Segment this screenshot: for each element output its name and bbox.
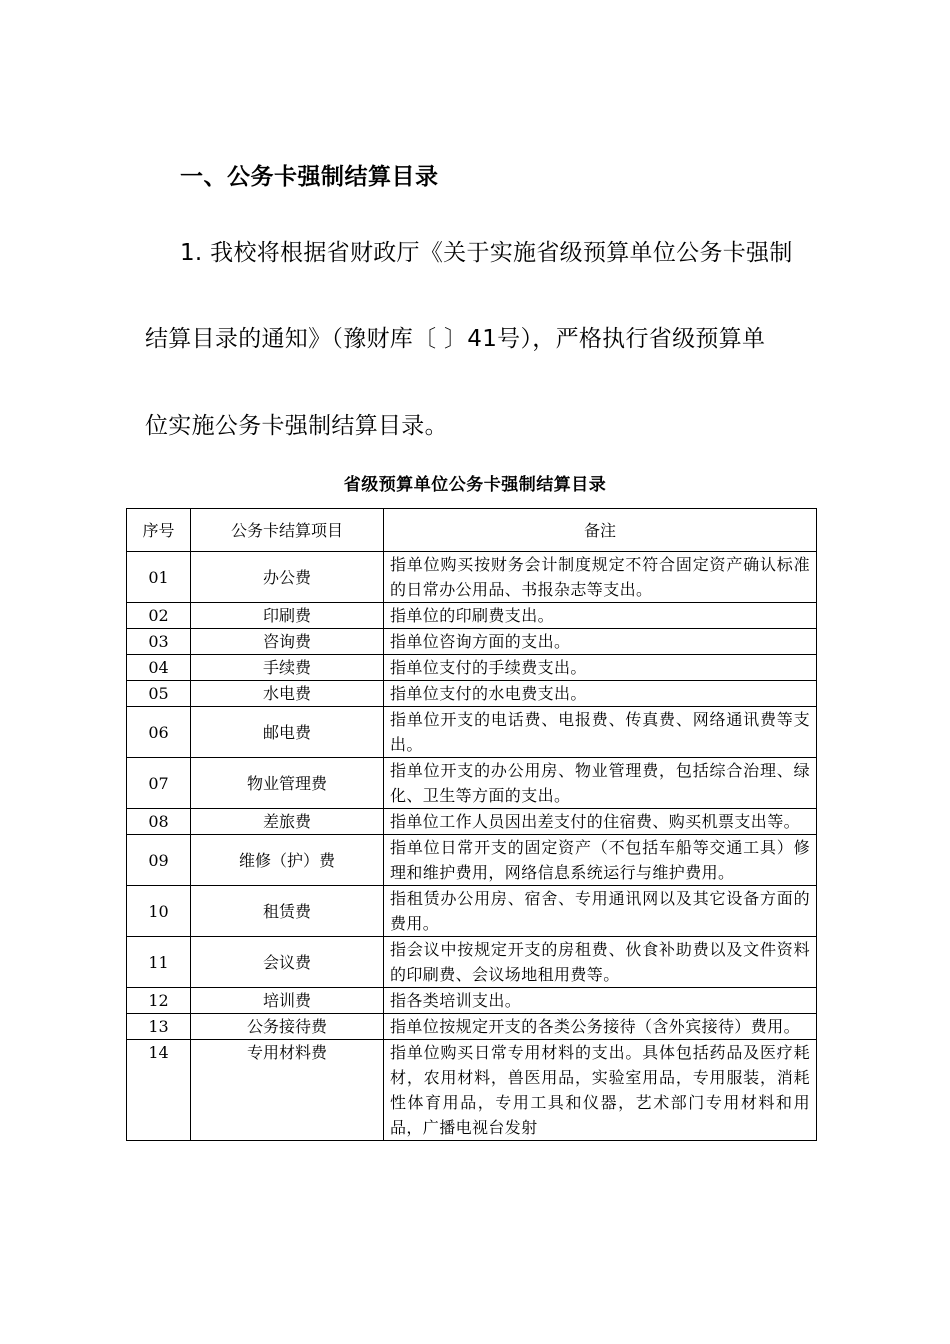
row-note: 指单位的印刷费支出。 xyxy=(384,603,817,629)
row-note: 指单位支付的手续费支出。 xyxy=(384,655,817,681)
row-note: 指单位购买按财务会计制度规定不符合固定资产确认标准的日常办公用品、书报杂志等支出。 xyxy=(384,552,817,603)
paragraph-line-1: 1. 我校将根据省财政厅《关于实施省级预算单位公务卡强制 xyxy=(180,240,793,266)
section-heading: 一、公务卡强制结算目录 xyxy=(180,164,439,190)
row-item: 水电费 xyxy=(191,681,384,707)
row-item: 物业管理费 xyxy=(191,758,384,809)
row-note: 指单位开支的电话费、电报费、传真费、网络通讯费等支出。 xyxy=(384,707,817,758)
table-row xyxy=(127,809,817,835)
table-row xyxy=(127,1014,817,1040)
table-row xyxy=(127,988,817,1014)
table-row xyxy=(127,937,817,988)
table-row xyxy=(127,707,817,758)
row-item: 印刷费 xyxy=(191,603,384,629)
table-row xyxy=(127,1040,817,1141)
row-number: 08 xyxy=(127,809,191,835)
row-item: 租赁费 xyxy=(191,886,384,937)
row-note: 指单位工作人员因出差支付的住宿费、购买机票支出等。 xyxy=(384,809,817,835)
row-item: 办公费 xyxy=(191,552,384,603)
row-item: 差旅费 xyxy=(191,809,384,835)
row-number: 12 xyxy=(127,988,191,1014)
row-item: 培训费 xyxy=(191,988,384,1014)
paragraph-line-2: 结算目录的通知》（豫财库〔 〕41号），严格执行省级预算单 xyxy=(145,326,766,352)
row-item: 会议费 xyxy=(191,937,384,988)
header-item: 公务卡结算项目 xyxy=(191,509,384,552)
row-number: 06 xyxy=(127,707,191,758)
table-row xyxy=(127,552,817,603)
table-title: 省级预算单位公务卡强制结算目录 xyxy=(343,475,607,495)
row-number: 02 xyxy=(127,603,191,629)
row-number: 11 xyxy=(127,937,191,988)
row-note: 指单位开支的办公用房、物业管理费，包括综合治理、绿化、卫生等方面的支出。 xyxy=(384,758,817,809)
row-note: 指各类培训支出。 xyxy=(384,988,817,1014)
table-header-row xyxy=(127,509,817,552)
row-item: 咨询费 xyxy=(191,629,384,655)
table-row xyxy=(127,835,817,886)
row-number: 09 xyxy=(127,835,191,886)
row-number: 13 xyxy=(127,1014,191,1040)
row-item: 邮电费 xyxy=(191,707,384,758)
row-number: 05 xyxy=(127,681,191,707)
row-number: 01 xyxy=(127,552,191,603)
table-row xyxy=(127,886,817,937)
row-item: 公务接待费 xyxy=(191,1014,384,1040)
row-number: 03 xyxy=(127,629,191,655)
row-number: 07 xyxy=(127,758,191,809)
row-note: 指单位咨询方面的支出。 xyxy=(384,629,817,655)
row-item: 手续费 xyxy=(191,655,384,681)
row-number: 04 xyxy=(127,655,191,681)
row-note: 指单位按规定开支的各类公务接待（含外宾接待）费用。 xyxy=(384,1014,817,1040)
header-note: 备注 xyxy=(384,509,817,552)
row-number: 10 xyxy=(127,886,191,937)
settlement-catalog-table xyxy=(126,508,817,1141)
table-row xyxy=(127,629,817,655)
row-note: 指会议中按规定开支的房租费、伙食补助费以及文件资料的印刷费、会议场地租用费等。 xyxy=(384,937,817,988)
row-number: 14 xyxy=(127,1040,191,1141)
header-no: 序号 xyxy=(127,509,191,552)
table-row xyxy=(127,655,817,681)
table-row xyxy=(127,758,817,809)
row-item: 专用材料费 xyxy=(191,1040,384,1141)
table-row xyxy=(127,681,817,707)
row-note: 指单位支付的水电费支出。 xyxy=(384,681,817,707)
row-note: 指单位购买日常专用材料的支出。具体包括药品及医疗耗材，农用材料，兽医用品，实验室用品，专用服装，消耗性体育用品，专用工具和仪器，艺术部门专用材料和用品，广播电视台发射 xyxy=(384,1040,817,1141)
row-note: 指单位日常开支的固定资产（不包括车船等交通工具）修理和维护费用，网络信息系统运行与维护费用。 xyxy=(384,835,817,886)
paragraph-line-3: 位实施公务卡强制结算目录。 xyxy=(145,413,448,439)
row-item: 维修（护）费 xyxy=(191,835,384,886)
row-note: 指租赁办公用房、宿舍、专用通讯网以及其它设备方面的费用。 xyxy=(384,886,817,937)
table-row xyxy=(127,603,817,629)
